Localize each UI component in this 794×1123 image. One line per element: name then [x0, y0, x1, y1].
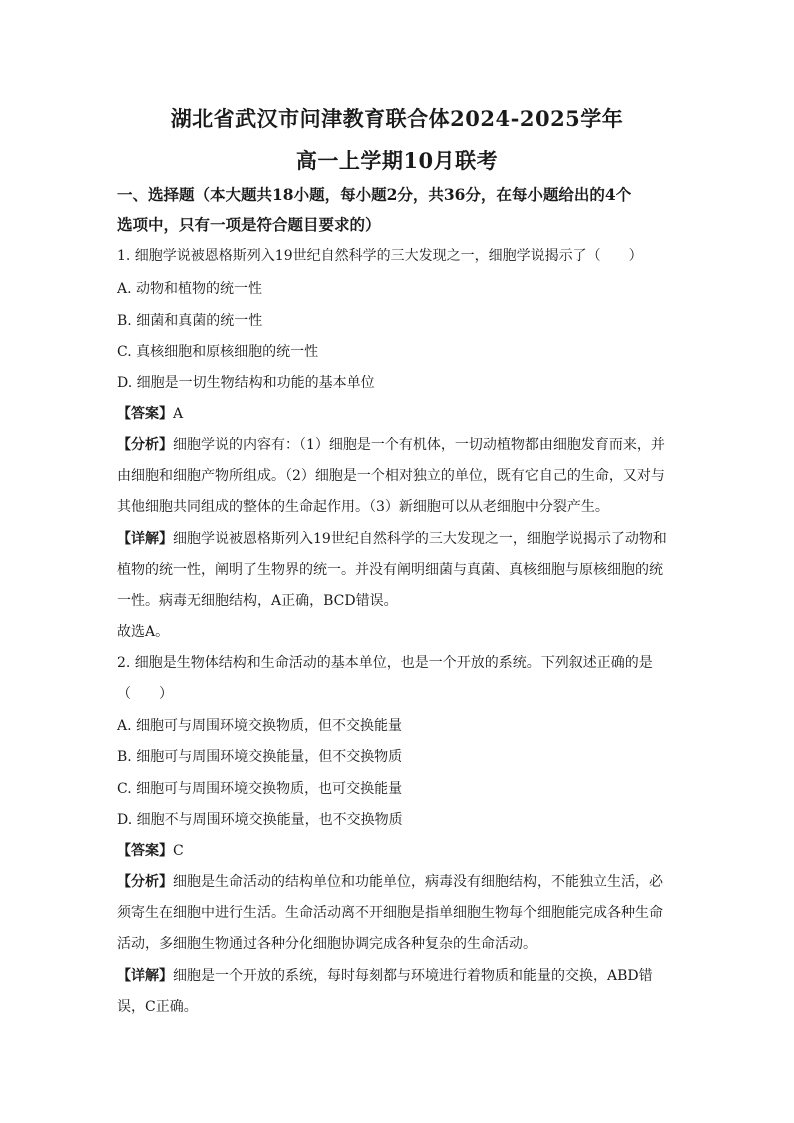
- q2-answer-label: 【答案】: [117, 843, 173, 859]
- q2-analysis-label: 【分析】: [117, 874, 173, 890]
- q1-analysis-line-3: 其他细胞共同组成的整体的生命起作用。（3）新细胞可以从老细胞中分裂产生。: [117, 499, 609, 515]
- q1-detail-label: 【详解】: [117, 531, 173, 547]
- q2-option-c: C. 细胞可与周围环境交换物质，也可交换能量: [117, 781, 403, 797]
- section-heading-line-2: 选项中，只有一项是符合题目要求的）: [117, 215, 381, 234]
- title-line-2: 高一上学期10月联考: [295, 148, 499, 173]
- q1-conclusion: 故选A。: [117, 624, 170, 640]
- q2-analysis-line-1: [117, 872, 663, 892]
- q1-analysis-line-2: 由细胞和细胞产物所组成。（2）细胞是一个相对独立的单位，既有它自己的生命，又对与: [117, 468, 665, 484]
- q1-option-d: D. 细胞是一切生物结构和功能的基本单位: [117, 375, 375, 391]
- q1-detail-line-1: [117, 529, 667, 549]
- q2-detail-label: 【详解】: [117, 968, 173, 984]
- q2-analysis-text-1: 细胞是生命活动的结构单位和功能单位，病毒没有细胞结构，不能独立生活，必: [173, 874, 663, 890]
- q2-option-a: A. 细胞可与周围环境交换物质，但不交换能量: [117, 718, 403, 734]
- q2-stem-line-2: （ ）: [117, 686, 173, 702]
- q1-stem: 1. 细胞学说被恩格斯列入19世纪自然科学的三大发现之一，细胞学说揭示了（ ）: [117, 248, 643, 264]
- q2-detail-line-1: [117, 966, 653, 986]
- q2-detail-text-1: 细胞是一个开放的系统，每时每刻都与环境进行着物质和能量的交换，ABD错: [173, 968, 653, 984]
- q1-analysis-label: 【分析】: [117, 437, 173, 453]
- q2-answer-value: C: [173, 843, 184, 859]
- q1-analysis-line-1: [117, 435, 665, 455]
- q2-detail-line-2: 误，C正确。: [117, 999, 198, 1015]
- q2-stem-line-1: 2. 细胞是生物体结构和生命活动的基本单位，也是一个开放的系统。下列叙述正确的是: [117, 655, 653, 671]
- section-heading-line-1: 一、选择题（本大题共18小题，每小题2分，共36分，在每小题给出的4个: [117, 185, 632, 204]
- q2-option-d: D. 细胞不与周围环境交换能量，也不交换物质: [117, 812, 403, 828]
- q1-answer-label: 【答案】: [117, 406, 173, 422]
- q2-option-b: B. 细胞可与周围环境交换能量，但不交换物质: [117, 749, 403, 765]
- q1-option-c: C. 真核细胞和原核细胞的统一性: [117, 344, 319, 360]
- q2-analysis-line-2: 须寄生在细胞中进行生活。生命活动离不开细胞是指单细胞生物每个细胞能完成各种生命: [117, 905, 663, 921]
- q1-answer: [117, 404, 183, 424]
- q1-option-a: A. 动物和植物的统一性: [117, 281, 263, 297]
- q2-analysis-line-3: 活动，多细胞生物通过各种分化细胞协调完成各种复杂的生命活动。: [117, 936, 537, 952]
- q1-detail-text-1: 细胞学说被恩格斯列入19世纪自然科学的三大发现之一，细胞学说揭示了动物和: [173, 531, 667, 547]
- q1-detail-line-2: 植物的统一性，阐明了生物界的统一。并没有阐明细菌与真菌、真核细胞与原核细胞的统: [117, 562, 663, 578]
- q1-analysis-text-1: 细胞学说的内容有：（1）细胞是一个有机体，一切动植物都由细胞发育而来，并: [173, 437, 665, 453]
- q1-detail-line-3: 一性。病毒无细胞结构，A正确，BCD错误。: [117, 593, 398, 609]
- q1-option-b: B. 细菌和真菌的统一性: [117, 313, 263, 329]
- title-line-1: 湖北省武汉市问津教育联合体2024-2025学年: [170, 106, 624, 131]
- q2-answer: [117, 841, 184, 861]
- q1-answer-value: A: [173, 406, 184, 422]
